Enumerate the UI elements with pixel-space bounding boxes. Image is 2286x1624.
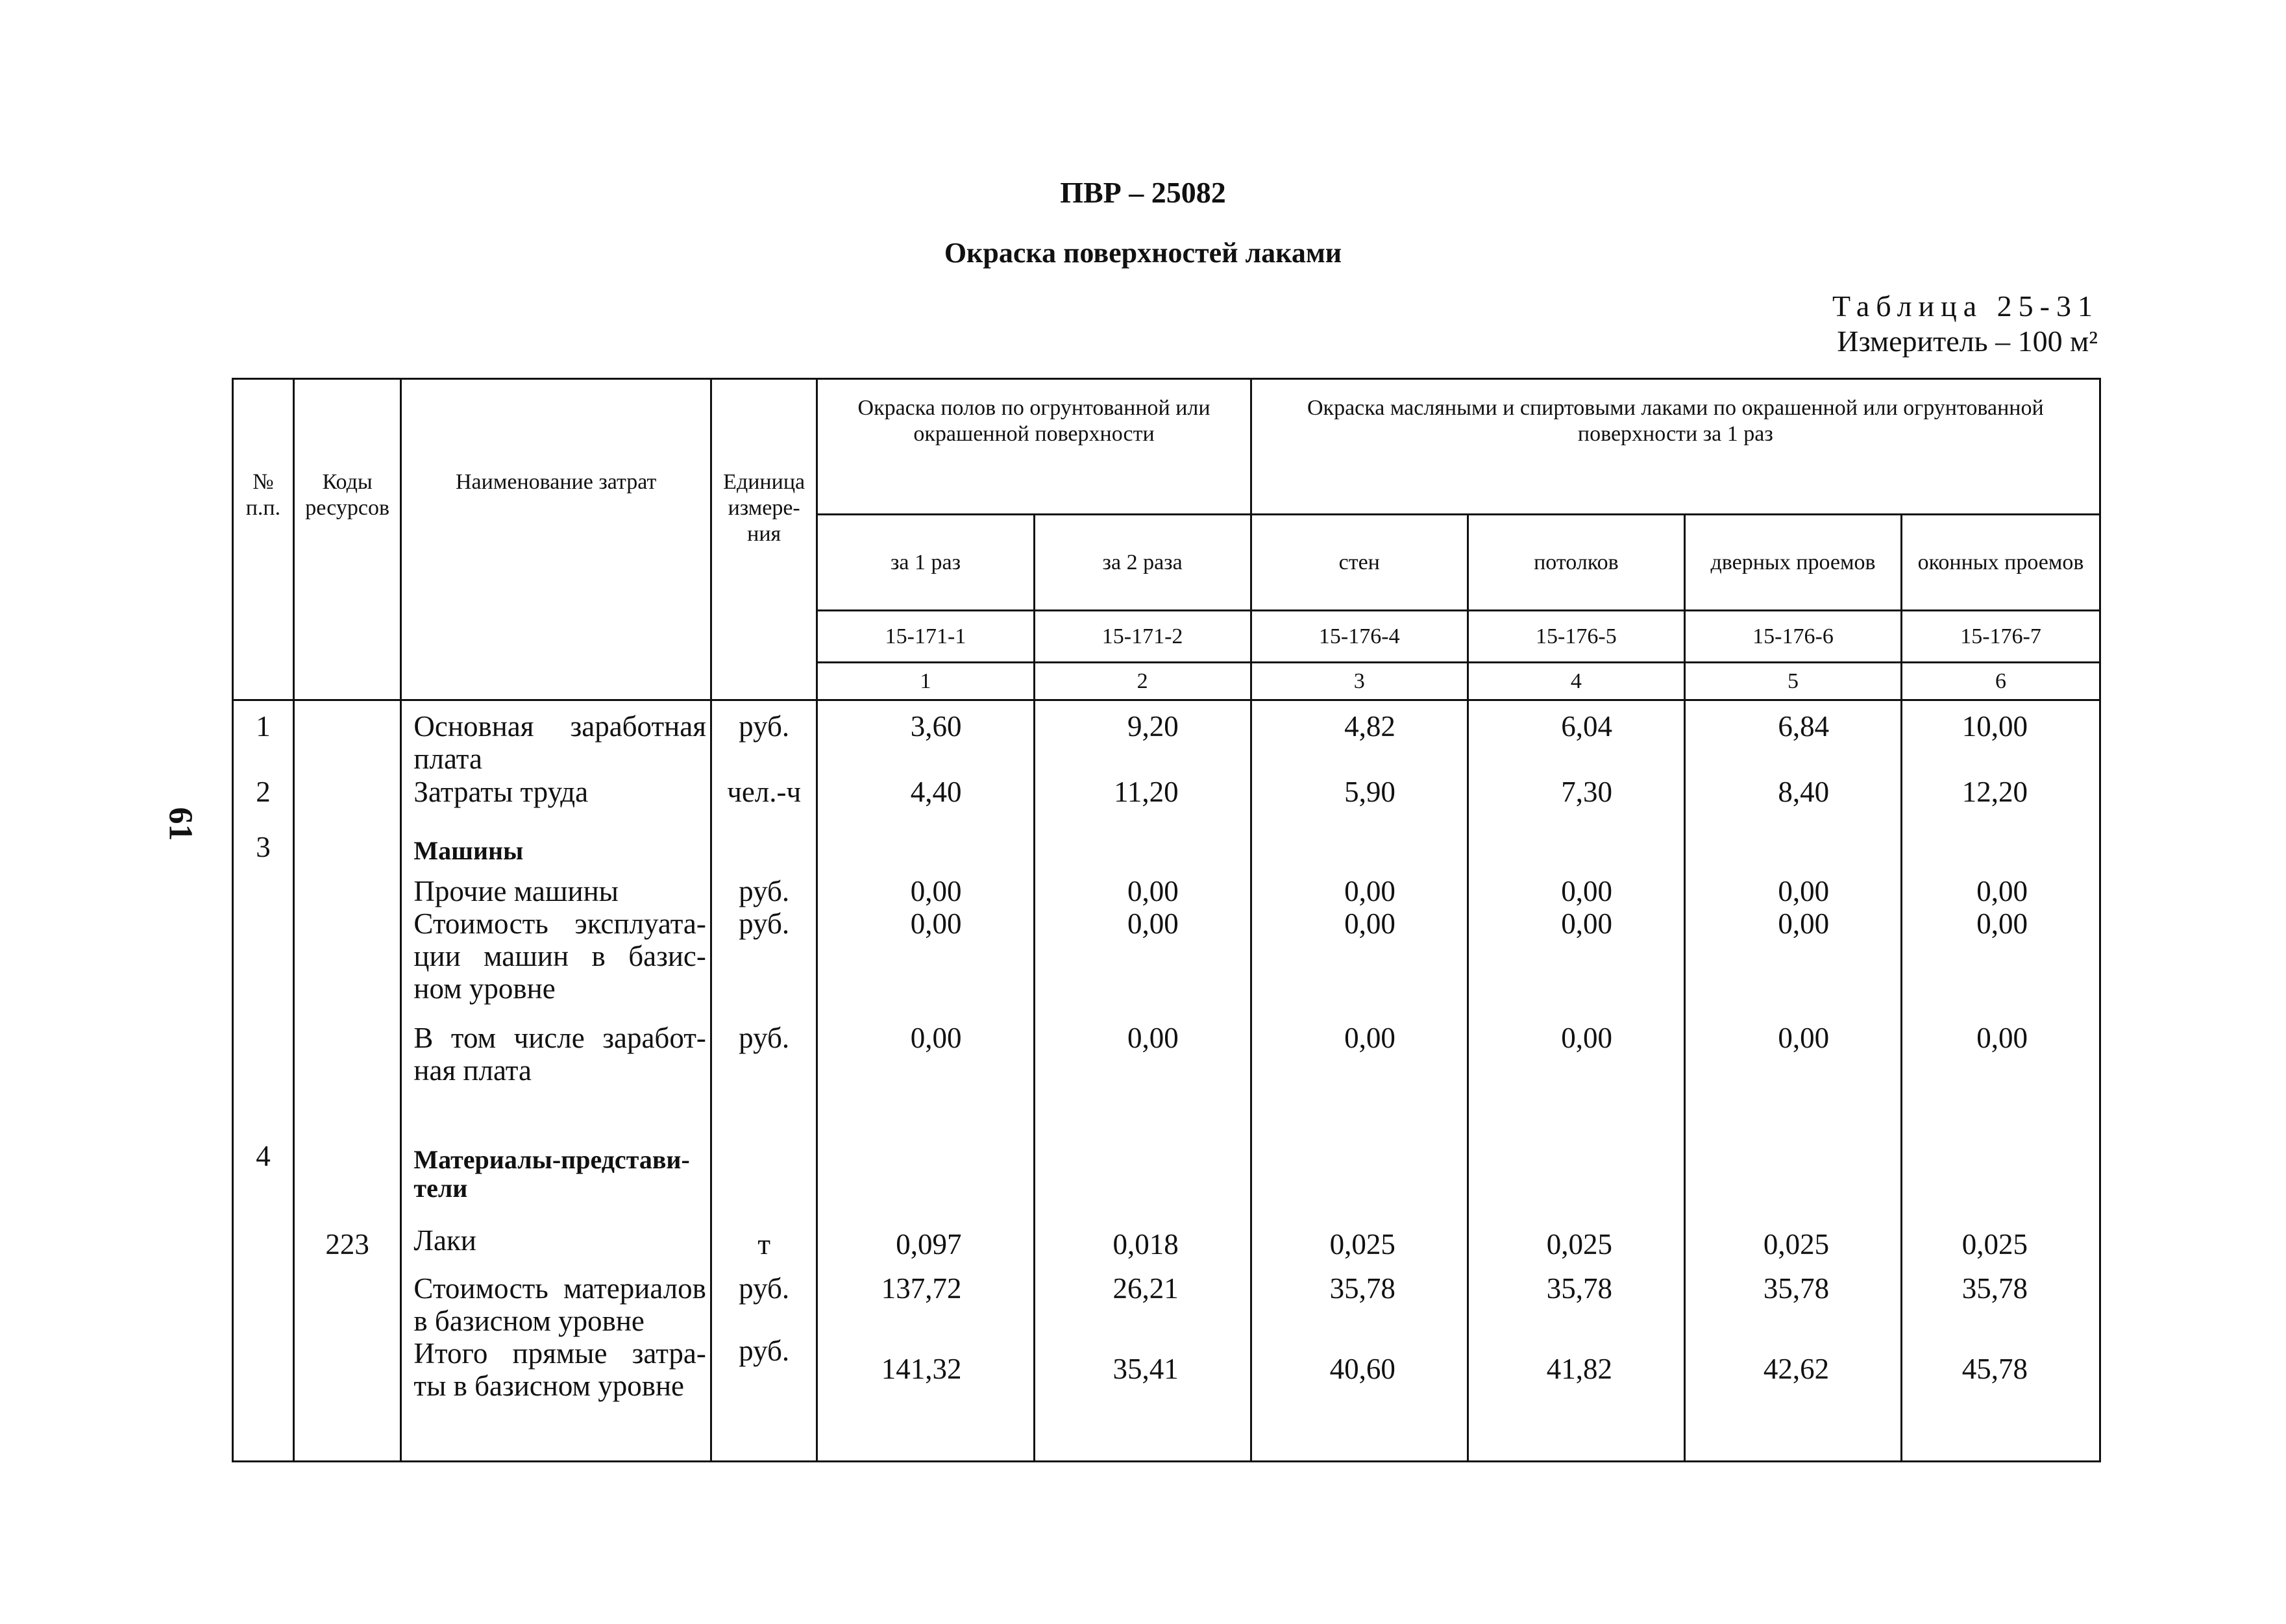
header-group-floors: Окраска полов по огрунтованной или окрашенной поверхности (817, 379, 1251, 515)
cell-value: 0,00 (1344, 875, 1395, 907)
cell-value: 0,00 (1127, 1022, 1179, 1054)
page-number: 61 (162, 807, 199, 841)
table-label: Таблица 25-31 (1832, 289, 2099, 323)
column-value (1902, 700, 2100, 1462)
header-rate-code: 15-176-5 (1468, 611, 1684, 663)
column-codes (293, 700, 401, 1462)
header-sub: потолков (1468, 515, 1684, 611)
cell-value: 6,84 (1778, 710, 1830, 743)
cell-value: 41,82 (1546, 1353, 1612, 1385)
cell-value: 0,025 (1329, 1228, 1395, 1261)
header-group-lacquers: Окраска масляными и спиртовыми лаками по окрашенной или огрунтованной поверхности за 1 раз (1251, 379, 2100, 515)
column-num (233, 700, 294, 1462)
cell-value: 0,00 (910, 907, 962, 940)
cell-value: 3,60 (910, 710, 962, 743)
cost-name-line: Стоимость эксплуата- (413, 907, 706, 940)
header-sub: за 2 раза (1034, 515, 1251, 611)
row-number: 2 (256, 776, 271, 808)
cost-name-line: Основная заработная (413, 710, 706, 743)
header-column-number: 1 (817, 663, 1034, 700)
rates-table (232, 378, 2101, 1462)
cell-value: 42,62 (1763, 1353, 1830, 1385)
cell-value: 0,00 (1127, 875, 1179, 907)
cell-value: 45,78 (1961, 1353, 2028, 1385)
cell-value: 9,20 (1127, 710, 1179, 743)
header-row-groups (233, 379, 2100, 515)
column-value (1251, 700, 1468, 1462)
header-sub: за 1 раз (817, 515, 1034, 611)
cell-value: 0,018 (1112, 1228, 1179, 1261)
unit-of-measure: руб. (739, 710, 790, 743)
cell-value: 0,00 (1778, 875, 1830, 907)
cost-name-line: Материалы-представи- (413, 1145, 690, 1174)
cost-name-line: В том числе заработ- (413, 1022, 706, 1054)
header-column-number: 4 (1468, 663, 1684, 700)
row-number: 4 (256, 1140, 271, 1172)
cost-name-line: Машины (413, 836, 524, 865)
header-rate-code: 15-171-1 (817, 611, 1034, 663)
cost-name-line: ции машин в базис- (413, 940, 706, 972)
cell-value: 0,00 (1778, 1022, 1830, 1054)
cost-name-line: Затраты труда (413, 776, 589, 808)
cell-value: 0,025 (1763, 1228, 1830, 1261)
cell-value: 0,097 (896, 1228, 962, 1261)
header-num: № п.п. (233, 379, 294, 700)
header-rate-code: 15-176-7 (1902, 611, 2100, 663)
column-value (1684, 700, 1901, 1462)
cell-value: 0,00 (910, 875, 962, 907)
row-number: 1 (256, 710, 271, 743)
column-value (1468, 700, 1684, 1462)
cell-value: 0,00 (1344, 1022, 1395, 1054)
unit-of-measure: чел.-ч (727, 776, 802, 808)
header-codes: Коды ресурсов (293, 379, 401, 700)
cell-value: 0,00 (1561, 1022, 1612, 1054)
cell-value: 141,32 (881, 1353, 962, 1385)
cell-value: 35,78 (1763, 1272, 1830, 1305)
unit-of-measure: руб. (739, 1335, 790, 1367)
cell-value: 8,40 (1778, 776, 1830, 808)
cost-name-line: в базисном уровне (413, 1305, 645, 1337)
header-unit: Единица измере-ния (711, 379, 817, 700)
unit-of-measure: руб. (739, 1022, 790, 1054)
unit-of-measure: руб. (739, 907, 790, 940)
cost-name-line: Прочие машины (413, 875, 619, 907)
column-value (1034, 700, 1251, 1462)
cell-value: 26,21 (1112, 1272, 1179, 1305)
header-column-number: 6 (1902, 663, 2100, 700)
header-sub: оконных проемов (1902, 515, 2100, 611)
unit-label: Измеритель – 100 м² (1837, 325, 2098, 358)
cost-name-line: ная плата (413, 1054, 532, 1087)
header-name: Наименование затрат (401, 379, 711, 700)
unit-of-measure: руб. (739, 1272, 790, 1305)
cell-value: 35,78 (1329, 1272, 1395, 1305)
cell-value: 5,90 (1344, 776, 1395, 808)
cell-value: 0,00 (1127, 907, 1179, 940)
cell-value: 0,00 (1561, 907, 1612, 940)
cost-name-line: Стоимость материалов (413, 1272, 706, 1305)
cell-value: 0,00 (910, 1022, 962, 1054)
cell-value: 40,60 (1329, 1353, 1395, 1385)
column-name (401, 700, 711, 1462)
cell-value: 10,00 (1961, 710, 2028, 743)
cell-value: 4,40 (910, 776, 962, 808)
cell-value: 35,78 (1961, 1272, 2028, 1305)
cell-value: 12,20 (1961, 776, 2028, 808)
cell-value: 0,00 (1976, 907, 2028, 940)
cost-name-line: тели (413, 1174, 468, 1203)
header-rate-code: 15-176-4 (1251, 611, 1468, 663)
cell-value: 137,72 (881, 1272, 962, 1305)
row-number: 3 (256, 831, 271, 863)
resource-code: 223 (325, 1228, 369, 1261)
cell-value: 35,41 (1112, 1353, 1179, 1385)
cell-value: 11,20 (1114, 776, 1179, 808)
header-sub: дверных проемов (1684, 515, 1901, 611)
header-column-number: 2 (1034, 663, 1251, 700)
document-code: ПВР – 25082 (1060, 176, 1226, 209)
cell-value: 0,00 (1561, 875, 1612, 907)
unit-of-measure: т (757, 1228, 770, 1261)
cell-value: 0,025 (1961, 1228, 2028, 1261)
cell-value: 0,00 (1976, 875, 2028, 907)
header-rate-code: 15-176-6 (1684, 611, 1901, 663)
cell-value: 0,025 (1546, 1228, 1612, 1261)
header-sub: стен (1251, 515, 1468, 611)
cost-name-line: плата (413, 743, 482, 775)
cell-value: 0,00 (1778, 907, 1830, 940)
cost-name-line: ты в базисном уровне (413, 1370, 685, 1402)
cell-value: 35,78 (1546, 1272, 1612, 1305)
cost-name-line: ном уровне (413, 972, 556, 1005)
header-rate-code: 15-171-2 (1034, 611, 1251, 663)
cell-value: 0,00 (1344, 907, 1395, 940)
unit-of-measure: руб. (739, 875, 790, 907)
header-column-number: 3 (1251, 663, 1468, 700)
cell-value: 6,04 (1561, 710, 1612, 743)
cell-value: 0,00 (1976, 1022, 2028, 1054)
column-unit (711, 700, 817, 1462)
column-value (817, 700, 1034, 1462)
document-title: Окраска поверхностей лаками (944, 237, 1342, 269)
cell-value: 7,30 (1561, 776, 1612, 808)
cost-name-line: Итого прямые затра- (413, 1337, 706, 1370)
cost-name-line: Лаки (413, 1224, 476, 1257)
cell-value: 4,82 (1344, 710, 1395, 743)
table-body (233, 700, 2100, 1462)
header-column-number: 5 (1684, 663, 1901, 700)
